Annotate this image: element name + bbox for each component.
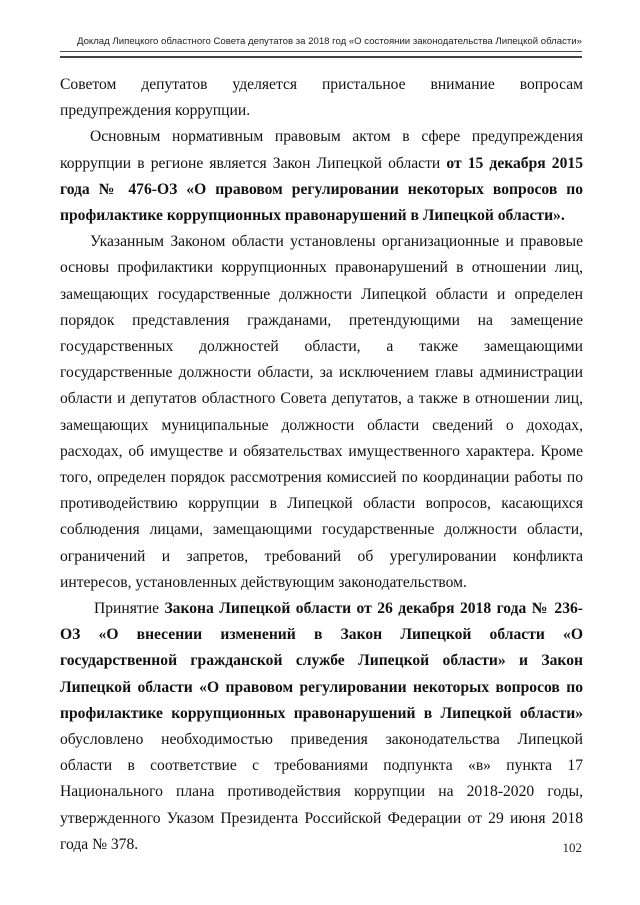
header-rule xyxy=(60,51,582,58)
law-reference-2015: от 15 декабря 2015 года № 476-ОЗ «О правовом регулировании некоторых вопросов по профилактике коррупционных правонарушений в Липецкой области». xyxy=(60,154,583,225)
paragraph-3: Указанным Законом области установлены организационные и правовые основы профилактики коррупционных правонарушений в отношении лиц, замещающих государственные должности Липецкой области и определен порядок представления гражданами, претендующими на замещение государственных должностей области, а также замещающими государственные должности области, за исключением главы администрации области и депутатов областного Совета депутатов, а также в отношении лиц, замещающих муниципальные должности области сведений о доходах, расходах, об имуществе и обязательствах имущественного характера. Кроме того, определен порядок рассмотрения комиссией по координации работы по противодействию коррупции в Липецкой области вопросов, касающихся соблюдения лицами, замещающими государственные должности области, ограничений и запретов, требований об урегулировании конфликта интересов, установленных действующим законодательством. xyxy=(60,233,583,591)
running-header: Доклад Липецкого областного Совета депутатов за 2018 год «О состоянии законодательства Липецкой области» xyxy=(76,36,582,47)
paragraph-4-lead: Принятие xyxy=(94,600,165,618)
paragraph-4 xyxy=(60,596,583,858)
paragraph-1: Советом депутатов уделяется пристальное внимание вопросам предупреждения коррупции. xyxy=(60,76,583,120)
paragraph-2-text: Основным нормативным правовым актом в сфере предупреждения коррупции в регионе является Закон Липецкой области xyxy=(60,128,583,172)
law-reference-2018: Закона Липецкой области от 26 декабря 2018 года № 236-ОЗ «О внесении изменений в Закон Липецкой области «О государственной гражданской службе Липецкой области» и Закон Липецкой области «О правовом регулировании некоторых вопросов по профилактике коррупционных правонарушений в Липецкой области» xyxy=(60,600,583,722)
document-body xyxy=(60,72,583,858)
paragraph-2 xyxy=(60,124,583,229)
page-number: 102 xyxy=(562,840,582,855)
paragraph-4-text: обусловлено необходимостью приведения законодательства Липецкой области в соответствие с требованиями подпункта «в» пункта 17 Национального плана противодействия коррупции на 2018-2020 годы, утвержденного Указом Президента Российской Федерации от 29 июня 2018 года № 378. xyxy=(60,731,583,853)
